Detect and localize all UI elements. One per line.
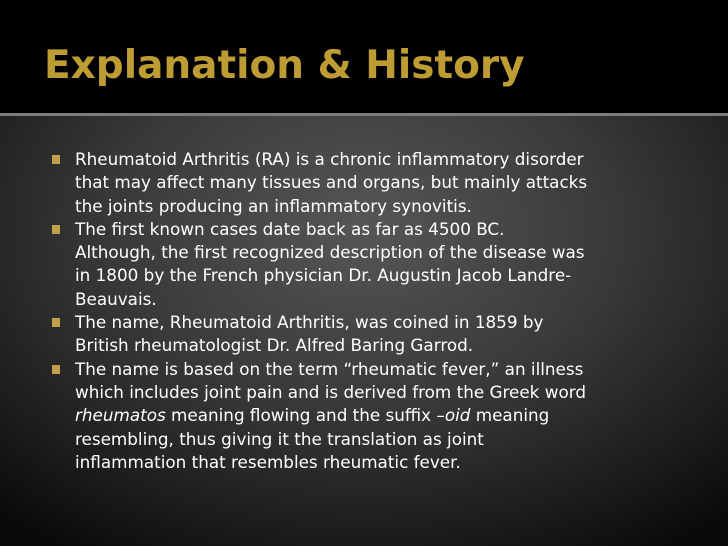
bullet-list xyxy=(52,148,692,474)
bullet-text-line: The name is based on the term “rheumatic fever,” an illness xyxy=(75,358,584,379)
bullet-text-segment: meaning xyxy=(470,405,550,426)
suffix-oid: oid xyxy=(444,405,471,426)
bullet-text-line: in 1800 by the French physician Dr. Augustin Jacob Landre- xyxy=(75,265,572,286)
bullet-text-line: The name, Rheumatoid Arthritis, was coined in 1859 by xyxy=(75,312,544,333)
bullet-item xyxy=(52,218,692,311)
bullet-text-line: resembling, thus giving it the translation as joint xyxy=(75,428,484,449)
title-band xyxy=(0,0,728,113)
square-bullet-icon xyxy=(52,225,60,234)
greek-term-rheumatos: rheumatos xyxy=(75,405,166,426)
bullet-item xyxy=(52,358,692,474)
square-bullet-icon xyxy=(52,365,60,374)
bullet-text-line-mixed xyxy=(75,404,692,427)
slide-title: Explanation & History xyxy=(44,43,525,88)
bullet-text-line: Rheumatoid Arthritis (RA) is a chronic inflammatory disorder xyxy=(75,149,584,169)
square-bullet-icon xyxy=(52,318,60,327)
bullet-text-line: Beauvais. xyxy=(75,288,157,309)
bullet-item xyxy=(52,311,692,358)
bullet-text-line: which includes joint pain and is derived from the Greek word xyxy=(75,381,586,402)
bullet-text-line: that may affect many tissues and organs, but mainly attacks xyxy=(75,172,588,193)
bullet-text-line: the joints producing an inflammatory synovitis. xyxy=(75,195,472,216)
bullet-text-line: British rheumatologist Dr. Alfred Baring Garrod. xyxy=(75,335,474,356)
bullet-text-segment: meaning flowing and the suffix – xyxy=(165,405,445,426)
bullet-text-line: Although, the first recognized description of the disease was xyxy=(75,242,585,263)
square-bullet-icon xyxy=(52,155,60,164)
bullet-text-line: inflammation that resembles rheumatic fever. xyxy=(75,451,461,472)
title-divider xyxy=(0,113,728,116)
bullet-text-line: The first known cases date back as far as 4500 BC. xyxy=(75,218,505,239)
bullet-item xyxy=(52,148,692,218)
